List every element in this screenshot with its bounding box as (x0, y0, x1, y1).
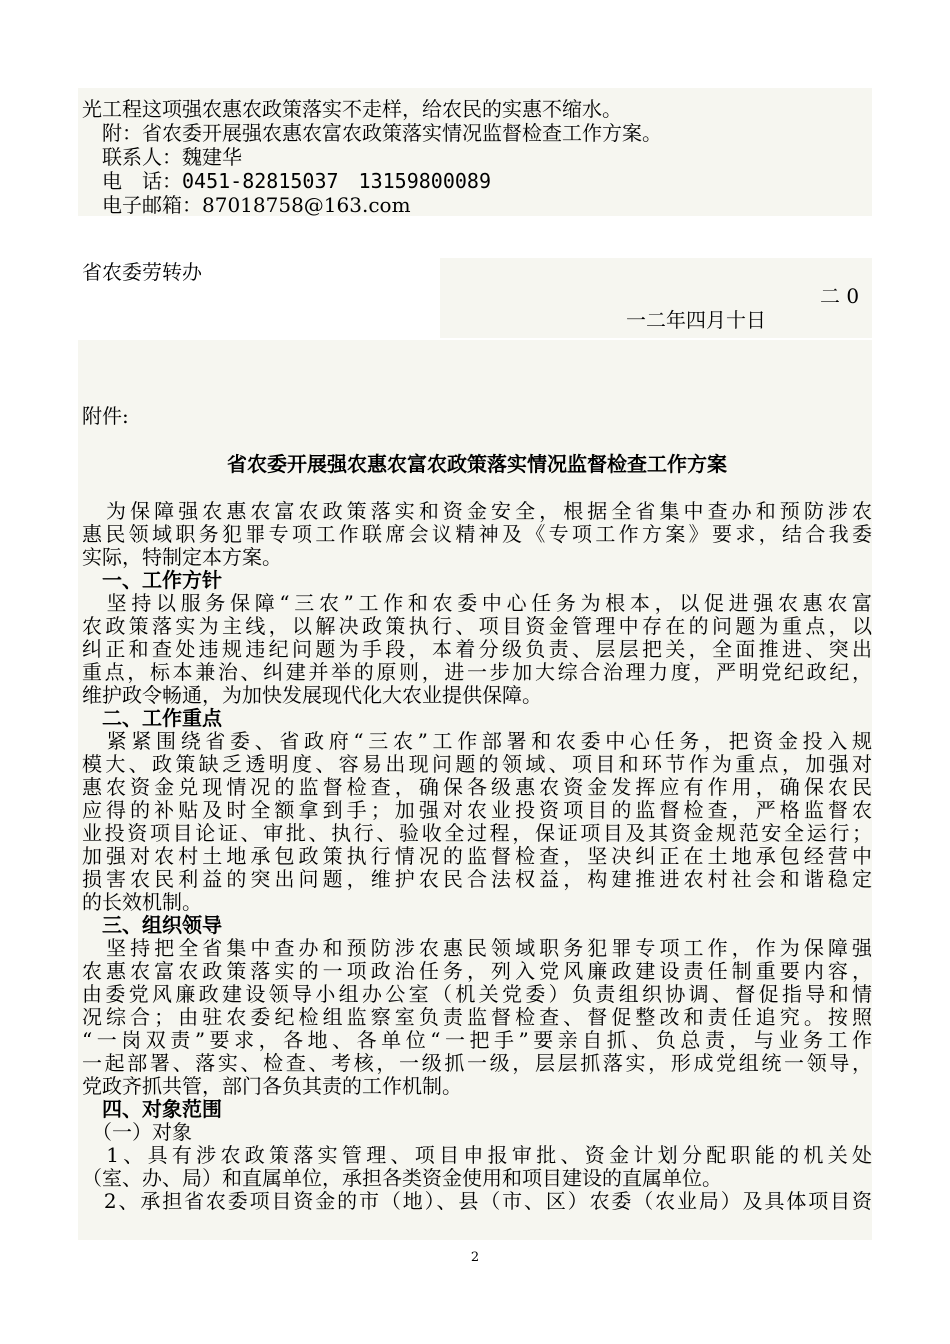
text-line: 坚持以服务保障“三农”工作和农委中心任务为根本，以促进强农惠农富 (82, 592, 872, 615)
phone-line: 电 话：0451-82815037 13159800089 (82, 170, 491, 193)
text-line: 纠正和查处违规违纪问题为手段，本着分级负责、层层把关，全面推进、突出 (82, 638, 872, 661)
text-line: 紧紧围绕省委、省政府“三农”工作部署和农委中心任务，把资金投入规 (82, 730, 872, 753)
text-line: 1、具有涉农政策落实管理、项目申报审批、资金计划分配职能的机关处 (82, 1144, 872, 1167)
page-number: 2 (470, 1250, 480, 1265)
text-line: 惠民领域职务犯罪专项工作联席会议精神及《专项工作方案》要求，结合我委 (82, 523, 872, 546)
attachment-label: 附件: (82, 405, 129, 428)
text-line: 业投资项目论证、审批、执行、验收全过程，保证项目及其资金规范安全运行； (82, 822, 872, 845)
office-name: 省农委劳转办 (82, 261, 202, 284)
text-line: 光工程这项强农惠农政策落实不走样，给农民的实惠不缩水。 (82, 98, 622, 121)
text-line: 加强对农村土地承包政策执行情况的监督检查，坚决纠正在土地承包经营中 (82, 845, 872, 868)
text-line: 应得的补贴及时全额拿到手；加强对农业投资项目的监督检查，严格监督农 (82, 799, 872, 822)
text-line: 实际，特制定本方案。 (82, 546, 282, 569)
text-line: 坚持把全省集中查办和预防涉农惠民领域职务犯罪专项工作，作为保障强 (82, 937, 872, 960)
text-line: 一起部署、落实、检查、考核，一级抓一级，层层抓落实，形成党组统一领导， (82, 1052, 872, 1075)
subsection-heading: （一）对象 (82, 1121, 192, 1144)
issue-date: 一二年四月十日 (626, 309, 766, 332)
section-heading: 二、工作重点 (82, 707, 222, 730)
text-line: 维护政令畅通，为加快发展现代化大农业提供保障。 (82, 684, 542, 707)
year-fragment: 二 0 (820, 285, 860, 308)
document-title: 省农委开展强农惠农富农政策落实情况监督检查工作方案 (227, 453, 727, 476)
text-line: 况综合；由驻农委纪检组监察室负责监督检查、督促整改和责任追究。按照 (82, 1006, 872, 1029)
text-line: 附：省农委开展强农惠农富农政策落实情况监督检查工作方案。 (82, 122, 662, 145)
text-line: “一岗双责”要求，各地、各单位“一把手”要亲自抓、负总责，与业务工作 (82, 1029, 872, 1052)
text-line: 2、承担省农委项目资金的市（地）、县（市、区）农委（农业局）及具体项目资 (82, 1190, 872, 1213)
text-line: 农政策落实为主线，以解决政策执行、项目资金管理中存在的问题为重点，以 (82, 615, 872, 638)
text-line: 党政齐抓共管，部门各负其责的工作机制。 (82, 1075, 462, 1098)
text-line: （室、办、局）和直属单位，承担各类资金使用和项目建设的直属单位。 (82, 1167, 722, 1190)
section-heading: 三、组织领导 (82, 914, 222, 937)
text-line: 联系人：魏建华 (82, 146, 242, 169)
text-line: 损害农民利益的突出问题，维护农民合法权益，构建推进农村社会和谐稳定 (82, 868, 872, 891)
text-line: 重点，标本兼治、纠建并举的原则，进一步加大综合治理力度，严明党纪政纪， (82, 661, 872, 684)
text-line: 的长效机制。 (82, 891, 202, 914)
text-line: 为保障强农惠农富农政策落实和资金安全，根据全省集中查办和预防涉农 (82, 500, 872, 523)
section-heading: 四、对象范围 (82, 1098, 222, 1121)
text-line: 农惠农富农政策落实的一项政治任务，列入党风廉政建设责任制重要内容， (82, 960, 872, 983)
text-line: 由委党风廉政建设领导小组办公室（机关党委）负责组织协调、督促指导和情 (82, 983, 872, 1006)
section-heading: 一、工作方针 (82, 569, 222, 592)
email-line: 电子邮箱：87018758@163.com (82, 194, 411, 217)
text-line: 惠农资金兑现情况的监督检查，确保各级惠农资金发挥应有作用，确保农民 (82, 776, 872, 799)
text-line: 模大、政策缺乏透明度、容易出现问题的领域、项目和环节作为重点，加强对 (82, 753, 872, 776)
